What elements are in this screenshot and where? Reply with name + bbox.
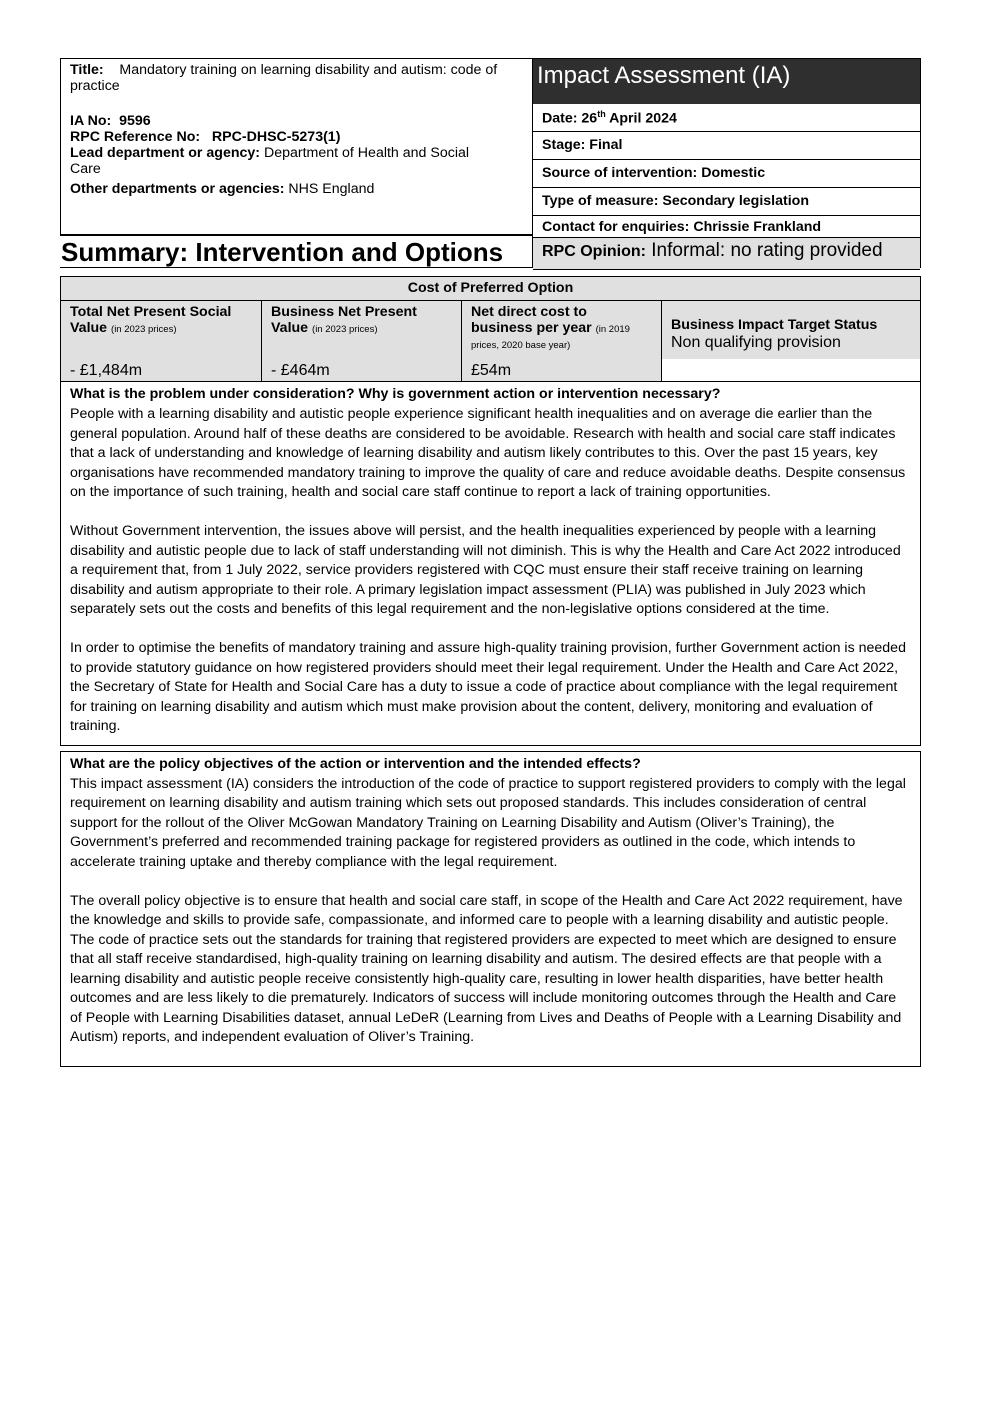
bnpv-value: - £464m xyxy=(262,359,461,381)
ia-no-value: 9596 xyxy=(119,113,151,129)
objectives-paragraph: This impact assessment (IA) considers the introduction of the code of practice to support registered providers to comply with the legal requirement on learning disability and autism training which sets out proposed standards. This includes consideration of central support for the rollout of the Oliver McGowan Mandatory Training on Learning Disability and Autism (Oliver’s Training), the Government’s preferred and recommended training package for registered providers as outlined in the code, which intends to accelerate training uptake and thereby compliance with the legal requirement. xyxy=(70,775,906,870)
rpc-opinion-value: Informal: no rating provided xyxy=(651,240,883,261)
date-row: Date: 26th April 2024 xyxy=(533,104,920,132)
rpc-ref-value: RPC-DHSC-5273(1) xyxy=(211,129,341,145)
other-dept-row xyxy=(70,181,523,197)
problem-heading: What is the problem under consideration? Why is government action or intervention necessary? xyxy=(70,386,721,402)
problem-paragraph: In order to optimise the benefits of mandatory training and assure high-quality training provision, further Government action is needed to provide statutory guidance on how registered providers should meet their legal requirement. Under the Health and Care Act 2022, the Secretary of State for Health and Social Care has a duty to issue a code of practice about compliance with the legal requirement for training on learning disability and autism which must make provision about the content, delivery, monitoring and evaluation of training. xyxy=(70,640,906,734)
title-value: Mandatory training on learning disability and autism: code of practice xyxy=(70,62,498,94)
problem-paragraph: Without Government intervention, the issues above will persist, and the health inequalities experienced by people with a learning disability and autistic people due to lack of staff understanding will not diminish. This is why the Health and Care Act 2022 introduced a requirement that, from 1 July 2022, service providers registered with CQC must ensure their staff receive training on learning disability and autism appropriate to their role. A primary legislation impact assessment (PLIA) was published in July 2023 which separately sets out the costs and benefits of this legal requirement and the non-legislative options considered at the time. xyxy=(70,523,901,617)
cost-table-title: Cost of Preferred Option xyxy=(61,277,920,301)
other-dept-value: NHS England xyxy=(288,181,375,197)
summary-title: Summary: Intervention and Options xyxy=(60,235,532,268)
ia-no-row xyxy=(70,113,523,129)
rpc-ref-row xyxy=(70,129,523,145)
other-dept-label: Other departments or agencies: xyxy=(70,181,285,197)
ia-banner: Impact Assessment (IA) xyxy=(533,58,920,104)
header-block xyxy=(60,58,921,268)
source-row: Source of intervention: Domestic xyxy=(533,160,920,188)
impact-assessment-page xyxy=(60,58,921,1067)
ia-meta xyxy=(532,58,921,268)
ia-no-label: IA No: xyxy=(70,113,112,129)
lead-dept-row xyxy=(70,145,523,177)
problem-paragraph: People with a learning disability and autistic people experience significant health inequalities and on average die earlier than the general population. Around half of these deaths are considered to be avoidable. Research with health and social care staff indicates that a lack of understanding and knowledge of learning disability and autism likely contributes to this. Over the past 15 years, key organisations have recommended mandatory training to improve the quality of care and reduce avoidable deaths. Despite consensus on the importance of such training, health and social care staff continue to report a lack of training opportunities. xyxy=(70,406,906,500)
cost-col-ndcb: Net direct cost to business per year (in 2019 prices, 2020 base year) £54m xyxy=(462,301,662,381)
ndcb-value: £54m xyxy=(462,359,661,381)
ia-details xyxy=(60,58,532,235)
title-row xyxy=(70,62,523,94)
bit-heading: Business Impact Target Status xyxy=(671,317,878,333)
objectives-section xyxy=(60,751,921,1067)
measure-type-row: Type of measure: Secondary legislation xyxy=(533,188,920,216)
cost-table xyxy=(60,276,921,382)
lead-dept-label: Lead department or agency: xyxy=(70,145,261,161)
stage-row: Stage: Final xyxy=(533,132,920,160)
lead-dept-value: Department of Health and Social Care xyxy=(70,145,470,177)
cost-col-bnpv: Business Net Present Value (in 2023 prices) - £464m xyxy=(262,301,462,381)
rpc-ref-label: RPC Reference No: xyxy=(70,129,201,145)
cost-col-npsv: Total Net Present Social Value (in 2023 prices) - £1,484m xyxy=(61,301,262,381)
cost-col-bit xyxy=(662,301,920,381)
rpc-opinion xyxy=(533,238,920,270)
objectives-heading: What are the policy objectives of the action or intervention and the intended effects? xyxy=(70,755,641,772)
contact-row: Contact for enquiries: Chrissie Frankland xyxy=(533,216,920,238)
npsv-value: - £1,484m xyxy=(61,359,261,381)
title-label: Title: xyxy=(70,62,104,78)
problem-section xyxy=(60,382,921,746)
rpc-opinion-label: RPC Opinion: xyxy=(542,243,646,260)
bit-value: Non qualifying provision xyxy=(671,334,841,351)
objectives-paragraph: The overall policy objective is to ensure that health and social care staff, in scope of the Health and Care Act 2022 requirement, have the knowledge and skills to provide safe, compassionate, and informed care to people with a learning disability and autistic people. The code of practice sets out the standards for training that registered providers are expected to meet which are designed to ensure that all staff receive standardised, high-quality training on learning disability and autism. The desired effects are that people with a learning disability and autistic people receive consistently high-quality care, resulting in lower health disparities, have better health outcomes and are less likely to die prematurely. Indicators of success will include monitoring outcomes through the Health and Care of People with Learning Disabilities dataset, annual LeDeR (Learning from Lives and Deaths of People with a Learning Disability and Autism) reports, and independent evaluation of Oliver’s Training. xyxy=(70,892,903,1045)
